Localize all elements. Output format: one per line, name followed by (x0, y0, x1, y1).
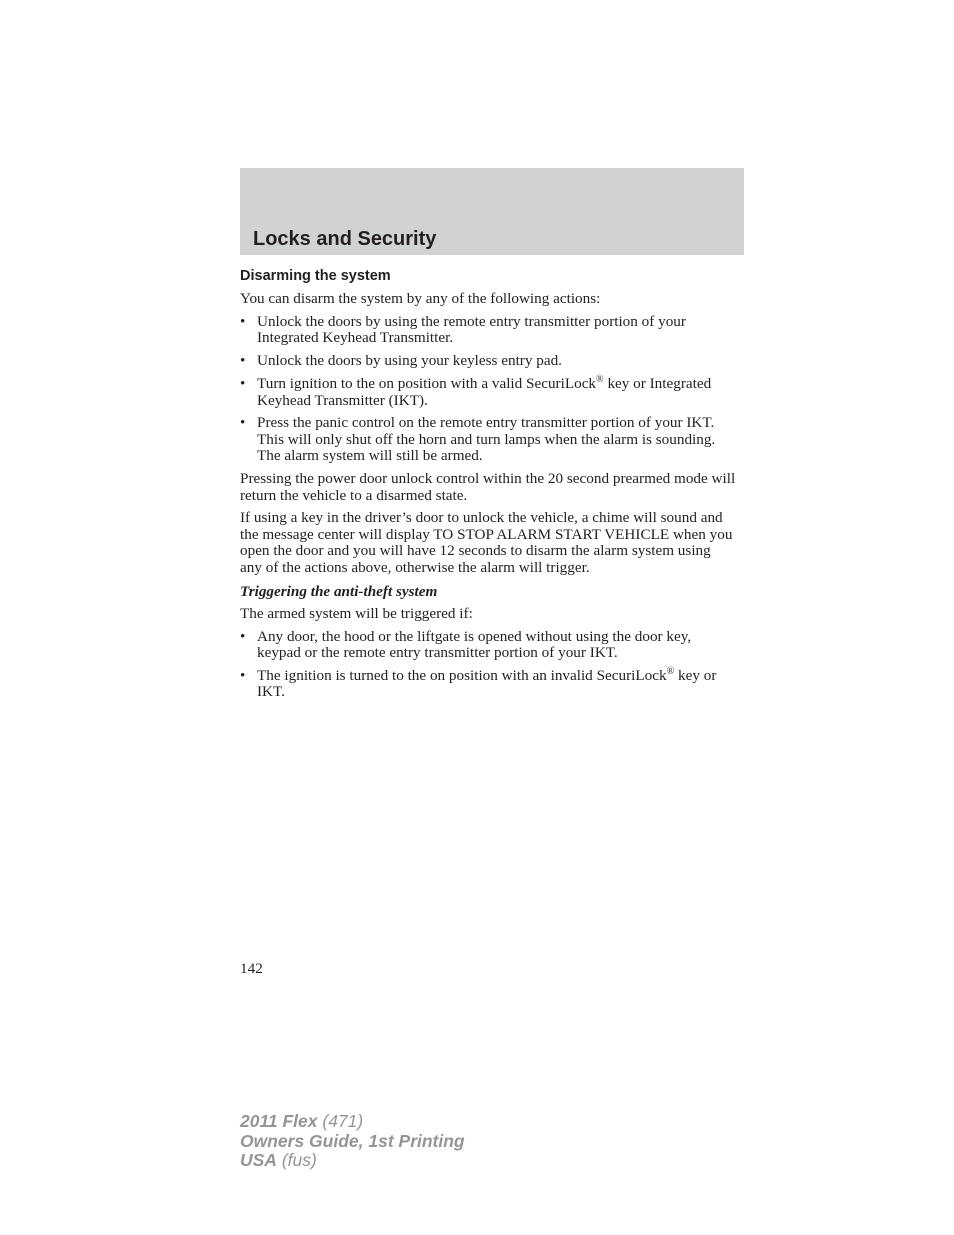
disarm-actions-list (240, 314, 736, 465)
list-item (240, 629, 736, 662)
footer-market-code: (fus) (276, 1150, 317, 1170)
list-item-text-end: key or Integrated Keyhead Transmitter (IKT). (257, 375, 712, 409)
list-item (240, 376, 736, 409)
footer-guide: Owners Guide, 1st Printing (240, 1130, 465, 1151)
section-heading-triggering: Triggering the anti-theft system (240, 582, 438, 600)
bullet-glyph: • (240, 627, 246, 645)
bullet-glyph: • (240, 666, 246, 684)
list-item-text (257, 667, 716, 700)
bullet-glyph: • (240, 414, 246, 432)
list-item (240, 415, 736, 464)
list-item (240, 665, 736, 701)
page-number: 142 (240, 960, 263, 977)
list-item-text (257, 375, 711, 408)
paragraph-disarm-intro: You can disarm the system by any of the following actions: (240, 290, 601, 307)
bullet-glyph: • (240, 375, 246, 393)
chapter-title: Locks and Security (253, 228, 437, 250)
footer-market: USA (240, 1150, 277, 1170)
footer-model: 2011 Flex (240, 1111, 318, 1131)
trigger-conditions-list (240, 629, 736, 701)
list-item-text-start: The ignition is turned to the on position with an invalid SecuriLock (257, 666, 667, 684)
document-footer (240, 1112, 465, 1171)
footer-line-guide (240, 1132, 465, 1152)
list-item-text: Press the panic control on the remote entry transmitter portion of your IKT. This will only shut off the horn and turn lamps when the alarm is sounding. The alarm system will still be armed. (257, 414, 716, 465)
list-item-text: Unlock the doors by using your keyless entry pad. (257, 352, 562, 370)
bullet-glyph: • (240, 352, 246, 370)
registered-mark: ® (596, 374, 604, 386)
bullet-glyph: • (240, 312, 246, 330)
list-item-text: Any door, the hood or the liftgate is opened without using the door key, keypad or the remote entry transmitter portion of your IKT. (257, 627, 692, 661)
paragraph-trigger-intro: The armed system will be triggered if: (240, 604, 473, 622)
paragraph-key-unlock: If using a key in the driver’s door to unlock the vehicle, a chime will sound and the message center will display TO STOP ALARM START VEHICLE when you open the door and you will have 12 seconds to disarm the alarm system using any of the actions above, otherwise the alarm will trigger. (240, 509, 733, 576)
footer-model-code: (471) (317, 1111, 364, 1131)
list-item-text-start: Turn ignition to the on position with a valid SecuriLock (257, 375, 597, 393)
paragraph-prearmed: Pressing the power door unlock control within the 20 second prearmed mode will return the vehicle to a disarmed state. (240, 470, 736, 504)
chapter-header-band (240, 168, 744, 255)
list-item-text-end: key or IKT. (257, 666, 717, 701)
registered-mark: ® (666, 665, 675, 677)
footer-line-model (240, 1112, 465, 1132)
list-item (240, 353, 736, 369)
page-content (240, 268, 736, 707)
section-heading-disarming: Disarming the system (240, 268, 391, 284)
list-item-text: Unlock the doors by using the remote entry transmitter portion of your Integrated Keyhead Transmitter. (257, 312, 686, 347)
list-item (240, 314, 736, 347)
footer-line-market (240, 1151, 465, 1171)
